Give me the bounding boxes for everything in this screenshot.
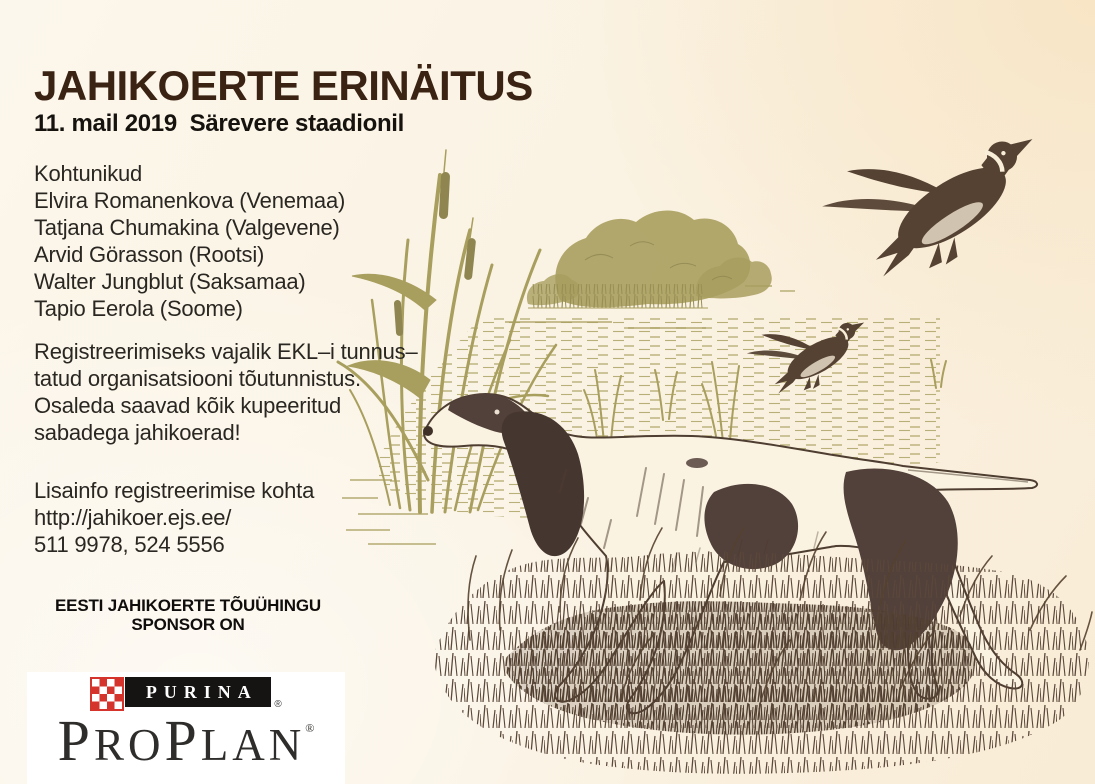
registration-line: tatud organisatsiooni tõutunnistus. [34,366,361,391]
judge-item: Arvid Görasson (Rootsi) [34,242,265,267]
judge-item: Tapio Eerola (Soome) [34,296,243,321]
judge-item: Tatjana Chumakina (Valgevene) [34,215,340,240]
proplan-letters: LAN [200,720,306,770]
poster-title: JAHIKOERTE ERINÄITUS [34,62,533,110]
judge-item: Walter Jungblut (Saksamaa) [34,269,306,294]
proplan-letter: P [57,708,94,773]
purina-wordmark [125,677,271,707]
mallard-duck-large [813,77,1064,304]
registration-info [34,338,417,446]
contact-phones: 511 9978, 524 5556 [34,532,225,557]
date-location: 11. mail 2019 Särevere staadionil [34,110,405,137]
sponsor-heading [28,596,348,634]
proplan-wordmark [57,708,315,773]
purina-proplan-logo [27,672,345,784]
purina-logo-row [90,677,281,711]
sponsor-line: EESTI JAHIKOERTE TÕUÜHINGU [55,596,321,615]
purina-checkerboard-icon [90,677,124,711]
contact-url: http://jahikoer.ejs.ee/ [34,505,232,530]
registered-trademark-icon: ® [305,721,315,735]
registered-trademark-icon: ® [274,699,282,710]
judges-list [34,160,345,322]
marsh-grass-illustration [435,528,1093,774]
judge-item: Elvira Romanenkova (Venemaa) [34,188,346,213]
registration-line: sabadega jahikoerad! [34,420,241,445]
registration-line: Registreerimiseks vajalik EKL–i tunnus– [34,339,418,364]
judges-heading: Kohtunikud [34,161,143,186]
proplan-letter: P [164,708,201,773]
sponsor-line: SPONSOR ON [131,615,245,634]
purina-word: PURINA [145,681,258,702]
contact-info [34,477,314,558]
proplan-letters: RO [93,720,165,770]
registration-line: Osaleda saavad kõik kupeeritud [34,393,342,418]
contact-heading: Lisainfo registreerimise kohta [34,478,315,503]
shore-bushes-illustration [527,210,772,308]
